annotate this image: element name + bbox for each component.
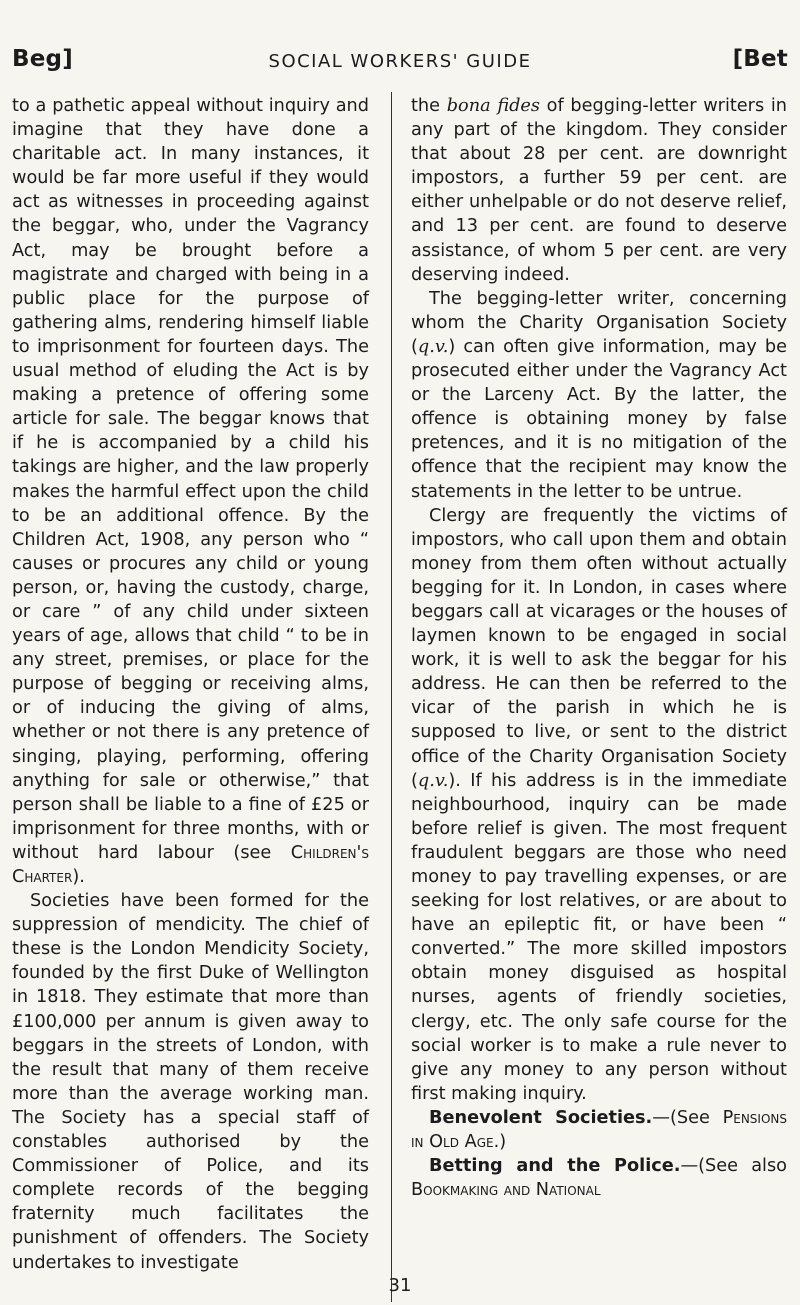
cross-reference: Pensions in Old Age — [411, 1107, 787, 1153]
cross-reference: Bookmaking and National — [411, 1180, 601, 1201]
left-column — [12, 94, 369, 1275]
italic-term: q.v. — [417, 336, 449, 357]
paragraph-text: The begging-letter writer, concerning whom the Charity Organisation Society ( — [411, 288, 787, 357]
header-guide-word-right: [Bet — [732, 46, 788, 72]
header-guide-word-left: Beg] — [12, 46, 73, 72]
paragraph — [411, 504, 787, 1106]
paragraph-text: ). — [72, 867, 85, 887]
header-title: SOCIAL WORKERS' GUIDE — [268, 51, 532, 72]
cross-reference: Children's Charter — [12, 842, 370, 887]
entry-text: —(See — [652, 1107, 710, 1128]
italic-term: bona fides — [446, 96, 540, 116]
entry — [411, 1154, 787, 1202]
right-column — [411, 94, 787, 1202]
paragraph — [411, 94, 787, 287]
paragraph: Societies have been formed for the suppression of mendicity. The chief of these is the London Mendicity Society, founded by the first Duke of Wellington in 1818. They estimate that more than £100,000 per annum is given away to beggars in the streets of London, with the result that many of them receive more than the average working man. The Society has a special staff of constables authorised by the Commissioner of Police, and its complete records of the begging fraternity much facilitates the punishment of offenders. The Society undertakes to investigate — [12, 891, 369, 1273]
paragraph-text: ) can often give information, may be prosecuted either under the Vagrancy Act or the Larceny Act. By the latter, the offence is obtaining money by false pretences, and it is no mitigation of the offence that the recipient may know the statements in the letter to be untrue. — [411, 336, 787, 502]
entry-text: .) — [493, 1132, 507, 1153]
paragraph — [12, 94, 369, 889]
entry-heading: Benevolent Societies. — [429, 1107, 653, 1128]
paragraph-text: of begging-letter writers in any part of the kingdom. They consider that about 28 per cent. are downright impostors, a further 59 per cent. are either unhelpable or do not deserve relief, and 13 per cent. are found to deserve assistance, of whom 5 per cent. are very deserving indeed. — [411, 96, 787, 285]
paragraph-text: to a pathetic appeal without inquiry and imagine that they have done a charitable act. In many instances, it would be far more useful if they would act as witnesses in proceeding against the beggar, who, under the Vagrancy Act, may be brought before a magistrate and charged with being in a public place for the purpose of gathering alms, rendering himself liable to imprisonment for fourteen days. The usual method of eluding the Act is by making a pretence of offering some article for sale. The beggar knows that if he is accompanied by a child his takings are higher, and the law properly makes the harmful effect upon the child to be an additional offence. By the Children Act, 1908, any person who “ causes or procures any child or young person, or, having the custody, charge, or care ” of any child under sixteen years of age, allows that child “ to be in any street, premises, or place for the purpose of begging or receiving alms, or of inducing the giving of alms, whether or not there is any pretence of singing, playing, performing, offering anything for sale or otherwise,” that person shall be liable to a fine of £25 or imprisonment for three months, with or without hard labour (see — [12, 96, 369, 863]
entry — [411, 1106, 787, 1154]
entry-heading: Betting and the Police. — [429, 1156, 681, 1177]
paragraph-text: the — [411, 96, 441, 116]
column-divider — [391, 92, 392, 1302]
paragraph-text: ). If his address is in the immediate neighbourhood, inquiry can be made before relief is given. The most frequent fraudulent beggars are those who need money to pay travelling expenses, or are seeking for lost relatives, or are about to have an epileptic fit, or have been “ converted.” The more skilled impostors obtain money disguised as hospital nurses, agents of friendly societies, clergy, etc. The only safe course for the social worker is to make a rule never to give any money to any person without first making inquiry. — [411, 770, 787, 1104]
entry-text: —(See also — [680, 1156, 787, 1177]
paragraph — [411, 287, 787, 504]
paragraph-text: Clergy are frequently the victims of impostors, who call upon them and obtain money from them often without actually begging for it. In London, in cases where beggars call at vicarages or the houses of laymen known to be engaged in social work, it is well to ask the beggar for his address. He can then be referred to the vicar of the parish in which he is supposed to live, or sent to the district office of the Charity Organisation Society ( — [411, 505, 787, 791]
page-number: 31 — [388, 1275, 412, 1296]
running-header — [12, 46, 788, 80]
italic-term: q.v. — [417, 770, 449, 791]
